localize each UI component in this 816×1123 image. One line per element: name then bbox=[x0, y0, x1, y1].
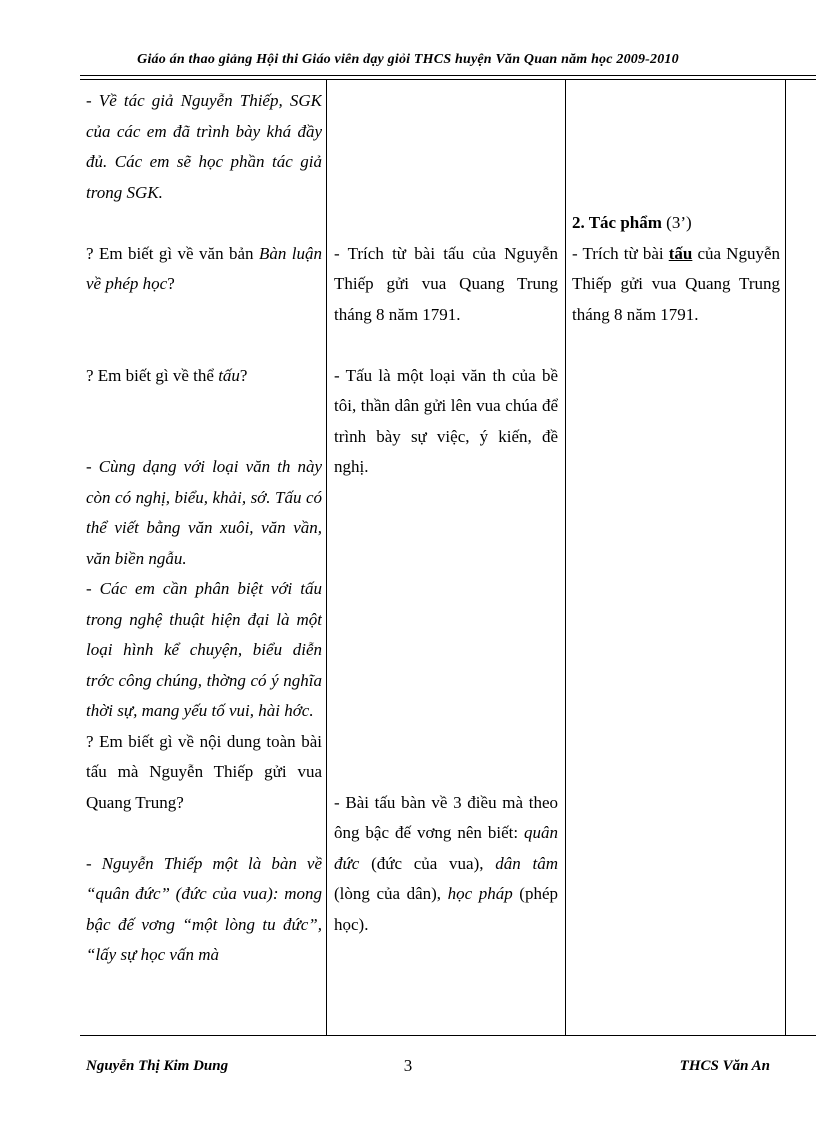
student-activity-column bbox=[334, 86, 558, 940]
column-divider-3 bbox=[785, 79, 786, 1036]
footer-school: THCS Văn An bbox=[679, 1058, 770, 1074]
page-number: 3 bbox=[403, 1056, 413, 1075]
column-divider-2 bbox=[565, 79, 566, 1036]
page-header: Giáo án thao giảng Hội thi Giáo viên dạy giỏi THCS huyện Văn Quan năm học 2009-2010 bbox=[137, 52, 679, 67]
question-genre: ? Em biết gì về thể tấu? bbox=[86, 365, 248, 385]
genre-note: - Cùng dạng với loại văn th này còn có nghị, biểu, khải, sớ. Tấu có thể viết bằng văn xuôi, văn vần, văn biền ngẫu. bbox=[86, 457, 322, 568]
answer-text: - Trích từ bài tấu của Nguyễn Thiếp gửi vua Quang Trung tháng 8 năm 1791. bbox=[334, 243, 558, 324]
footer-author: Nguyễn Thị Kim Dung bbox=[86, 1058, 229, 1074]
teacher-activity-column bbox=[86, 86, 322, 971]
section-heading: 2. Tác phẩm (3’) bbox=[572, 213, 692, 232]
question-text: ? Em biết gì về văn bản Bàn luận về phép học? bbox=[86, 243, 322, 293]
answer-content: - Bài tấu bàn về 3 điều mà theo ông bậc đế vơng nên biết: quân đức (đức của vua), dân tâm (lòng của dân), học pháp (phép học). bbox=[334, 792, 558, 934]
question-content: ? Em biết gì về nội dung toàn bài tấu mà Nguyễn Thiếp gửi vua Quang Trung? bbox=[86, 731, 322, 812]
answer-genre: - Tấu là một loại văn th của bề tôi, thần dân gửi lên vua chúa để trình bày sự việc, ý kiến, đề nghị. bbox=[334, 365, 558, 476]
column-divider-1 bbox=[326, 79, 327, 1036]
content-column bbox=[572, 86, 780, 330]
header-rule bbox=[80, 75, 816, 76]
section-body: - Trích từ bài tấu của Nguyễn Thiếp gửi vua Quang Trung tháng 8 năm 1791. bbox=[572, 243, 780, 324]
content-note: - Nguyễn Thiếp một là bàn về “quân đức” (đức của vua): mong bậc đế vơng “một lòng tu đức”, “lấy sự học vấn mà bbox=[86, 853, 322, 964]
author-note: - Về tác giả Nguyễn Thiếp, SGK của các em đã trình bày khá đầy đủ. Các em sẽ học phần tác giả trong SGK. bbox=[86, 91, 322, 202]
genre-distinction-note: - Các em cần phân biệt với tấu trong nghệ thuật hiện đại là một loại hình kể chuyện, biểu diễn trớc công chúng, thờng có ý nghĩa thời sự, mang yếu tố vui, hài hớc. bbox=[86, 579, 322, 720]
